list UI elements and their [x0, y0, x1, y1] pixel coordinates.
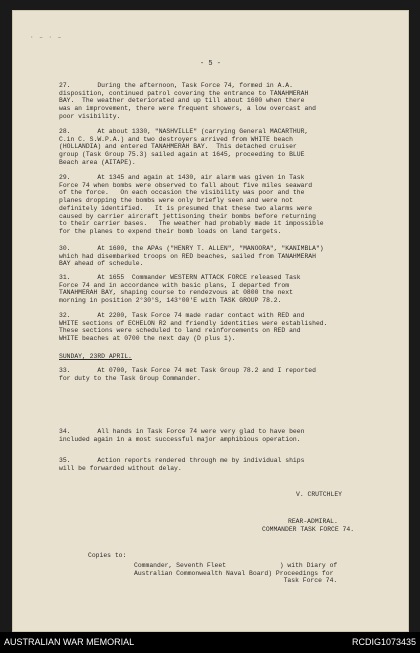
paragraph-27: 27. During the afternoon, Task Force 74, formed in A.A. disposition, continued patrol covering the entrance to TANAHMERAH BAY. The weather deteriorated and up till about 1600 when there was an improvement, there were frequent showers, a low overcast and poor visibility.: [59, 82, 316, 120]
page-number: - 5 -: [199, 60, 221, 68]
paragraph-34: 34. All hands in Task Force 74 were very glad to have been included again in a most successful major amphibious operation.: [59, 428, 305, 443]
date-heading: SUNDAY, 23RD APRIL.: [59, 353, 132, 360]
copies-label: Copies to:: [88, 552, 127, 559]
paragraph-31: 31. At 1655 Commander WESTERN ATTACK FORCE released Task Force 74 and in accordance with basic plans, I departed from TANAHMERAH BAY, shaping course to rendezvous at 0800 the next morning in position 2°30'S, 143°00'E with TASK GROUP 78.2.: [59, 274, 301, 305]
footer-source: AUSTRALIAN WAR MEMORIAL: [4, 637, 135, 647]
signature-rank: REAR-ADMIRAL.: [288, 518, 338, 525]
paragraph-29: 29. At 1345 and again at 1430, air alarm was given in Task Force 74 when bombs were observed to fall about five miles seaward of the force. On each occasion the visibility was poor and the planes dropping the bombs were only briefly seen and were not definitely identified. It is presumed that these two alarms were caused by carrier aircraft jettisoning their bombs before returning to their carrier bases. The weather had probably made it impossible for the planes to expend their bomb loads on land targets.: [59, 174, 324, 235]
copies-recipients: Commander, Seventh Fleet ) with Diary of Australian Commonwealth Naval Board) Proceedings for Task Force 74.: [134, 562, 338, 585]
paragraph-35: 35. Action reports rendered through me by individual ships will be forwarded without delay.: [59, 457, 305, 472]
paragraph-28: 28. At about 1330, "NASHVILLE" (carrying General MACARTHUR, C.in C. S.W.P.A.) and two destroyers arrived from WHITE beach (HOLLANDIA) and entered TANAHMERAH BAY. This detached cruiser group (Task Group 75.3) sailed again at 1645, proceeding to BLUE Beach area (AITAPE).: [59, 128, 309, 166]
signature-name: V. CRUTCHLEY: [296, 491, 343, 498]
paragraph-32: 32. At 2200, Task Force 74 made radar contact with RED and WHITE sections of ECHELON R2 and friendly identities were established. These sections were scheduled to land reinforcements on RED and WHITE beaches at 0700 the next day (D plus 1).: [59, 312, 328, 343]
document-page: [12, 10, 409, 632]
handwritten-mark: · – · –: [30, 34, 63, 41]
archive-footer: [0, 632, 420, 653]
signature-title: COMMANDER TASK FORCE 74.: [262, 526, 355, 533]
paragraph-30: 30. At 1600, the APAs ("HENRY T. ALLEN", "MANOORA", "KANIMBLA") which had disembarked troops on RED beaches, sailed from TANAHMERAH BAY ahead of schedule.: [59, 245, 324, 268]
footer-id: RCDIG1073435: [351, 637, 416, 647]
paragraph-33: 33. At 0700, Task Force 74 met Task Group 78.2 and I reported for duty to the Task Group Commander.: [59, 367, 316, 382]
